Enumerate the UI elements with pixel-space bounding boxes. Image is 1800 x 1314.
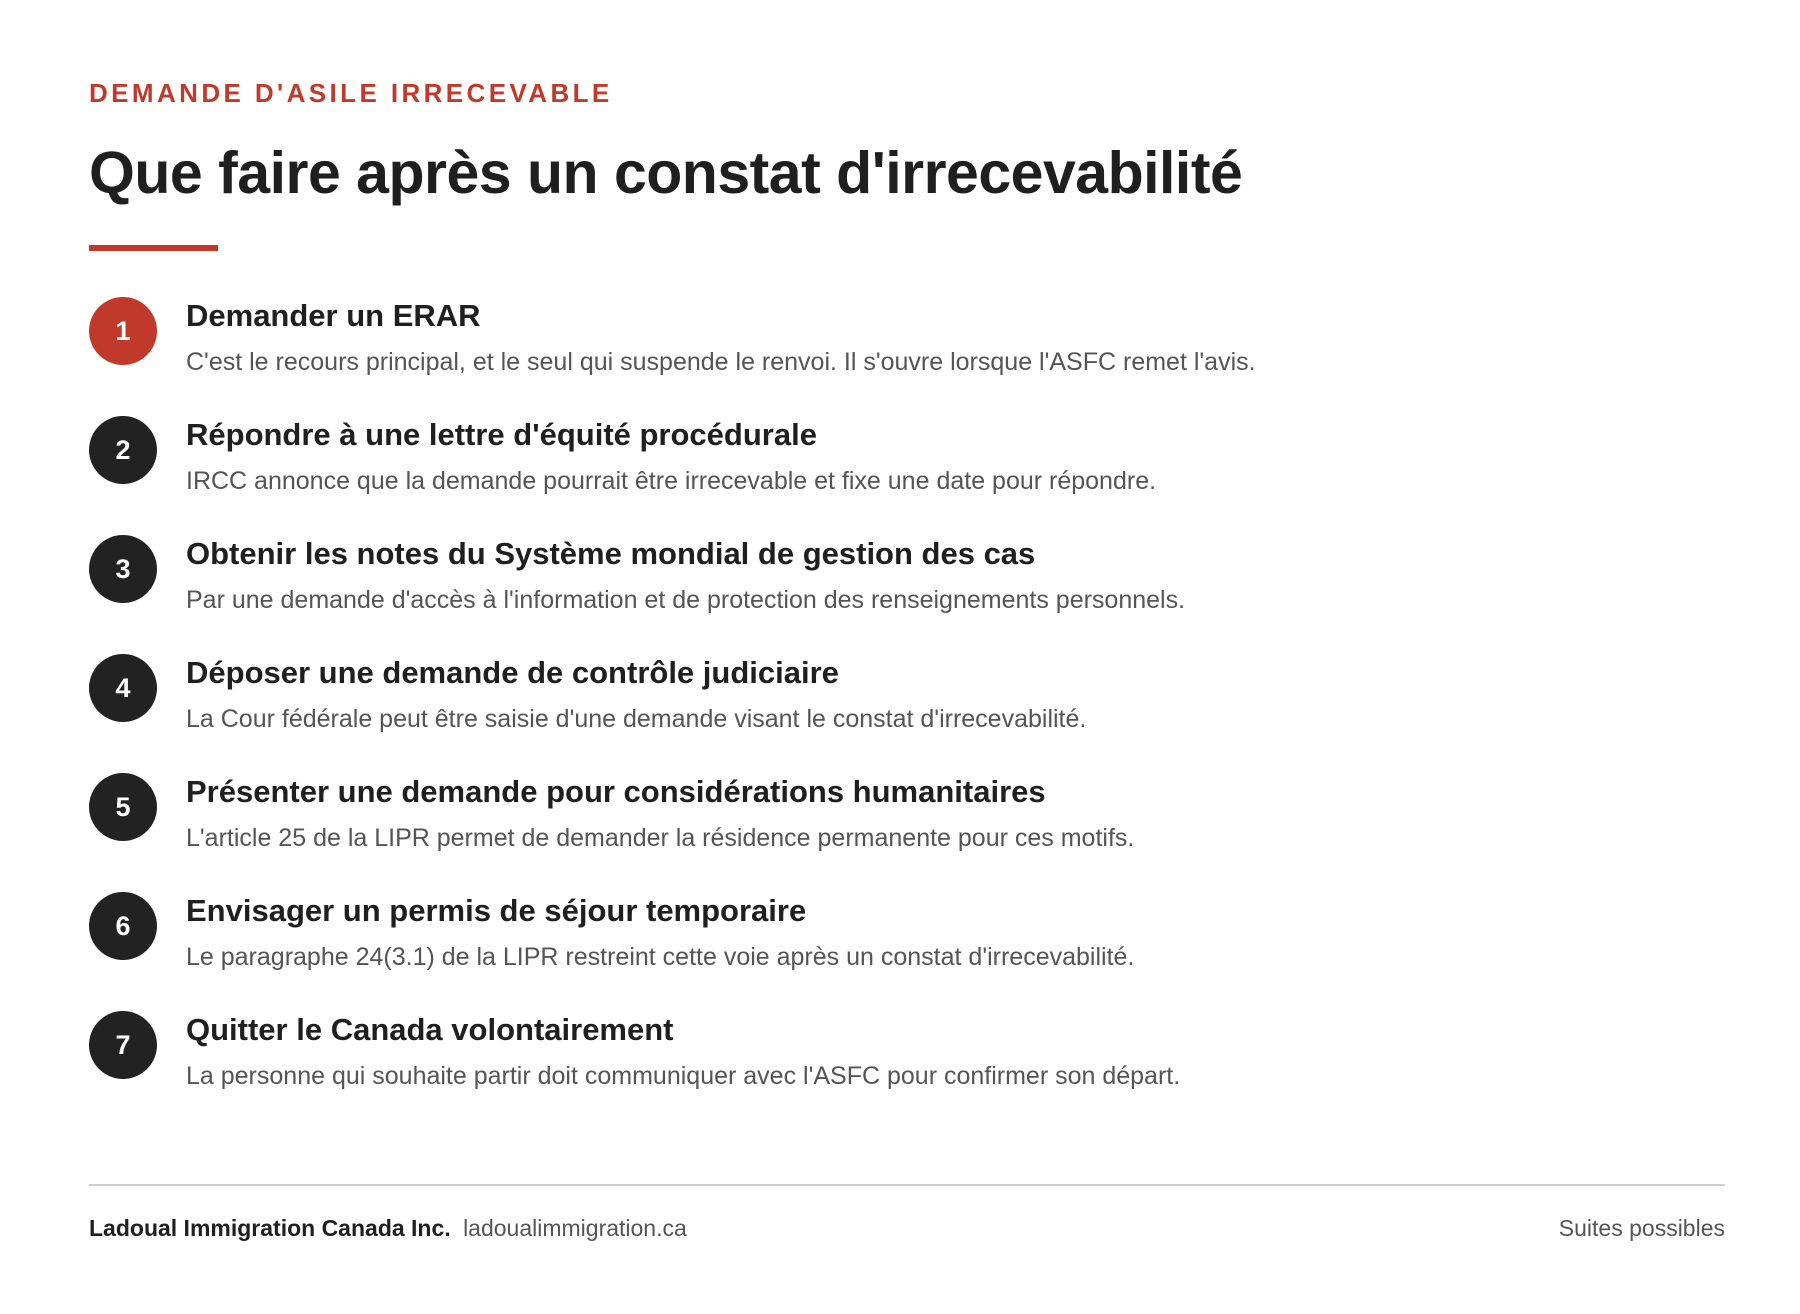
step-description: La Cour fédérale peut être saisie d'une demande visant le constat d'irrecevabilité. <box>186 705 1087 733</box>
footer-website-link[interactable]: ladoualimmigration.ca <box>463 1215 687 1241</box>
step-number-badge: 6 <box>89 892 157 960</box>
step-title: Demander un ERAR <box>186 298 481 333</box>
kicker: DEMANDE D'ASILE IRRECEVABLE <box>89 78 613 108</box>
step-number-badge: 5 <box>89 773 157 841</box>
step-number-badge: 7 <box>89 1011 157 1079</box>
step-item <box>89 654 1711 779</box>
step-title: Déposer une demande de contrôle judiciaire <box>186 655 839 690</box>
steps-list <box>89 297 1711 1136</box>
footer-company-name: Ladoual Immigration Canada Inc. <box>89 1215 451 1241</box>
footer <box>89 1213 1725 1243</box>
step-number-badge: 1 <box>89 297 157 365</box>
step-description: Le paragraphe 24(3.1) de la LIPR restreint cette voie après un constat d'irrecevabilité. <box>186 943 1135 971</box>
step-description: IRCC annonce que la demande pourrait être irrecevable et fixe une date pour répondre. <box>186 467 1157 495</box>
step-item <box>89 535 1711 660</box>
step-number-badge: 3 <box>89 535 157 603</box>
step-title: Présenter une demande pour considérations humanitaires <box>186 774 1046 809</box>
step-item <box>89 892 1711 1017</box>
step-number-badge: 4 <box>89 654 157 722</box>
step-description: La personne qui souhaite partir doit communiquer avec l'ASFC pour confirmer son départ. <box>186 1062 1181 1090</box>
footer-divider <box>89 1184 1725 1186</box>
title-underline <box>89 245 218 251</box>
step-number-badge: 2 <box>89 416 157 484</box>
footer-label: Suites possibles <box>1558 1215 1725 1241</box>
step-description: Par une demande d'accès à l'information et de protection des renseignements personnels. <box>186 586 1186 614</box>
footer-brand <box>89 1213 687 1243</box>
page-title: Que faire après un constat d'irrecevabilité <box>89 140 1243 206</box>
step-title: Répondre à une lettre d'équité procédurale <box>186 417 817 452</box>
step-description: L'article 25 de la LIPR permet de demander la résidence permanente pour ces motifs. <box>186 824 1135 852</box>
step-description: C'est le recours principal, et le seul qui suspende le renvoi. Il s'ouvre lorsque l'ASFC remet l'avis. <box>186 348 1256 376</box>
step-title: Quitter le Canada volontairement <box>186 1012 674 1047</box>
step-item <box>89 297 1711 422</box>
step-title: Obtenir les notes du Système mondial de gestion des cas <box>186 536 1036 571</box>
step-item <box>89 416 1711 541</box>
step-item <box>89 1011 1711 1136</box>
step-item <box>89 773 1711 898</box>
step-title: Envisager un permis de séjour temporaire <box>186 893 807 928</box>
